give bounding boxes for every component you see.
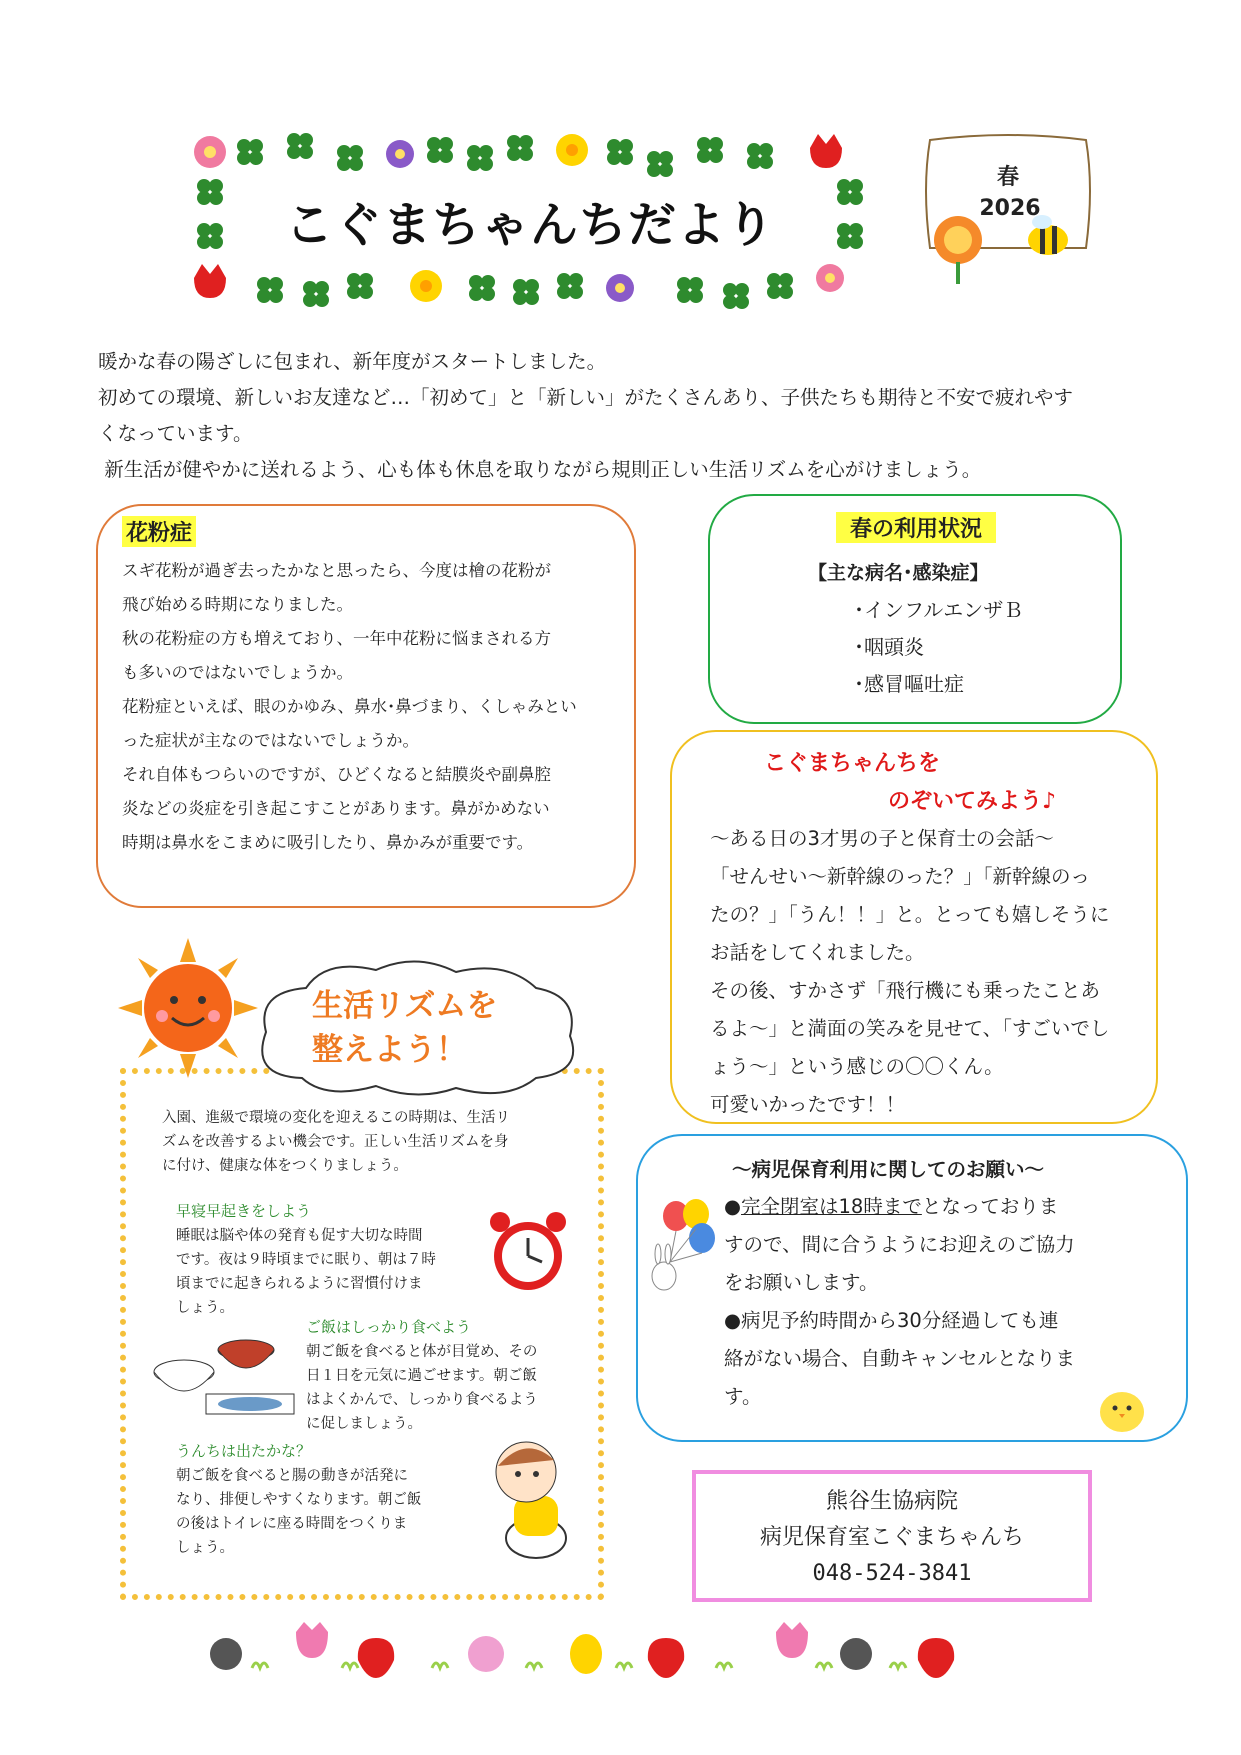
balloon-bunny-icon <box>646 1196 720 1296</box>
text-line: 朝ご飯を食べると体が目覚め、その <box>306 1344 538 1360</box>
text-line: しょう。 <box>176 1540 234 1556</box>
usage-title: 春の利用状況 <box>836 512 996 543</box>
newsletter-title: こぐまちゃんちだより <box>284 197 775 253</box>
intro-line: くなっています。 <box>98 422 253 445</box>
bowel-heading: うんちは出たかな？ <box>176 1442 312 1460</box>
pollen-line: も多いのではないでしょうか。 <box>122 663 353 682</box>
season-label: 春 <box>996 165 1019 190</box>
rhythm-intro-line: に付け、健康な体をつくりましょう。 <box>162 1158 408 1174</box>
request-text <box>724 1188 1124 1416</box>
pollen-line: 時期は鼻水をこまめに吸引したり、鼻かみが重要です。 <box>122 833 534 852</box>
illness-item: ･感冒嘔吐症 <box>854 672 964 696</box>
intro-text <box>98 344 1158 488</box>
text-line: の後はトイレに座る時間をつくりま <box>176 1516 408 1532</box>
usage-subtitle: 【主な病名･感染症】 <box>808 562 989 584</box>
peek-title-line2: のぞいてみよう♪ <box>888 789 1057 814</box>
request-text-fragment: となっておりま <box>921 1195 1059 1218</box>
text-line: です。夜は９時頃までに眠り、朝は７時 <box>176 1252 436 1268</box>
intro-line: 暖かな春の陽ざしに包まれ、新年度がスタートしました。 <box>98 350 607 373</box>
peek-line: たの？」「うん！！」と。とっても嬉しそうに <box>710 903 1110 926</box>
request-line: すので、間に合うようにお迎えのご協力 <box>724 1233 1075 1256</box>
rhythm-title-line2: 整えよう！ <box>312 1032 467 1068</box>
bullet: ● <box>724 1195 742 1218</box>
text-line: に促しましょう。 <box>306 1416 422 1432</box>
request-title: ～病児保育利用に関してのお願い～ <box>732 1158 1045 1181</box>
room-name: 病児保育室こぐまちゃんち <box>759 1525 1024 1550</box>
chick-icon <box>1094 1380 1150 1436</box>
illness-item: ･インフルエンザＢ <box>854 598 1024 622</box>
request-line: 絡がない場合、自動キャンセルとなりま <box>724 1347 1076 1370</box>
breakfast-meal-icon <box>150 1310 300 1420</box>
breakfast-text <box>306 1340 576 1436</box>
year-label: 2026 <box>979 196 1041 221</box>
closing-time-note: 完全閉室は18時まで <box>741 1195 922 1218</box>
peek-title-line1: こぐまちゃんちを <box>764 751 941 776</box>
text-line: しょう。 <box>176 1300 234 1316</box>
alarm-clock-icon <box>480 1204 576 1300</box>
pollen-title: 花粉症 <box>122 516 196 547</box>
early-sleep-heading: 早寝早起きをしよう <box>176 1202 312 1220</box>
pollen-line: 飛び始める時期になりました。 <box>122 595 353 614</box>
text-line: 頃までに起きられるように習慣付けま <box>176 1276 423 1292</box>
sun-icon <box>118 938 258 1078</box>
rhythm-intro <box>162 1106 582 1178</box>
peek-line: その後、すかさず「飛行機にも乗ったことあ <box>710 979 1101 1002</box>
pollen-line: 炎などの炎症を引き起こすことがあります。鼻がかめない <box>122 799 550 818</box>
text-line: 日１日を元気に過ごせます。朝ご飯 <box>306 1368 537 1384</box>
illness-list <box>854 592 1023 703</box>
bowel-text <box>176 1464 466 1560</box>
phone-number: 048-524-3841 <box>812 1561 972 1586</box>
illness-item: ･咽頭炎 <box>854 635 924 659</box>
request-p1-line1 <box>724 1188 1124 1226</box>
early-sleep-text <box>176 1224 476 1320</box>
flower-icon <box>468 1636 504 1672</box>
hospital-name: 熊谷生協病院 <box>825 1489 958 1514</box>
bee-icon <box>1028 215 1068 255</box>
text-line: 睡眠は脳や体の発育も促す大切な時間 <box>176 1228 423 1244</box>
intro-line: 初めての環境、新しいお友達など…「初めて」と「新しい」がたくさんあり、子供たちも期待と不安で疲れやす <box>98 386 1074 409</box>
pollen-line: それ自体もつらいのですが、ひどくなると結膜炎や副鼻腔 <box>122 765 551 784</box>
peek-line: 「せんせい～新幹線のった？」「新幹線のっ <box>710 865 1090 888</box>
rhythm-title-line1: 生活リズムを <box>312 988 498 1024</box>
pollen-line: った症状が主なのではないでしょうか。 <box>122 731 419 750</box>
peek-line: ょう～」という感じの〇〇くん。 <box>710 1055 1004 1078</box>
pollen-line: 花粉症といえば、眼のかゆみ、鼻水･鼻づまり、くしゃみとい <box>122 697 577 716</box>
sunflower-icon <box>934 216 982 284</box>
peek-line: 可愛いかったです！！ <box>710 1093 906 1116</box>
pollen-line: 秋の花粉症の方も増えており、一年中花粉に悩まされる方 <box>122 629 551 648</box>
text-line: 朝ご飯を食べると腸の動きが活発に <box>176 1468 408 1484</box>
request-line: す。 <box>724 1385 762 1408</box>
peek-text <box>710 820 1130 1124</box>
text-line: なり、排便しやすくなります。朝ご飯 <box>176 1492 422 1508</box>
footer-decoration <box>196 1618 996 1682</box>
child-on-potty-icon <box>480 1426 580 1566</box>
text-line: はよくかんで、しっかり食べるよう <box>306 1392 538 1408</box>
peek-line: お話をしてくれました。 <box>710 941 925 964</box>
rhythm-title <box>312 984 497 1072</box>
request-line: ●病児予約時間から30分経過しても連 <box>724 1309 1059 1332</box>
pollen-text <box>122 554 612 860</box>
bee-icon <box>570 1634 602 1674</box>
peek-line: るよ～」と満面の笑みを見せて、「すごいでし <box>710 1017 1110 1040</box>
pollen-line: スギ花粉が過ぎ去ったかなと思ったら、今度は檜の花粉が <box>122 561 551 580</box>
intro-line: 新生活が健やかに送れるよう、心も体も休息を取りながら規則正しい生活リズムを心がけましょう。 <box>98 458 982 481</box>
peek-line: ～ある日の3才男の子と保育士の会話～ <box>710 827 1054 850</box>
rhythm-intro-line: 入園、進級で環境の変化を迎えるこの時期は、生活リ <box>162 1110 510 1126</box>
rhythm-intro-line: ズムを改善するよい機会です。正しい生活リズムを身 <box>162 1134 509 1150</box>
breakfast-heading: ご飯はしっかり食べよう <box>306 1318 472 1336</box>
request-line: をお願いします。 <box>724 1271 879 1294</box>
